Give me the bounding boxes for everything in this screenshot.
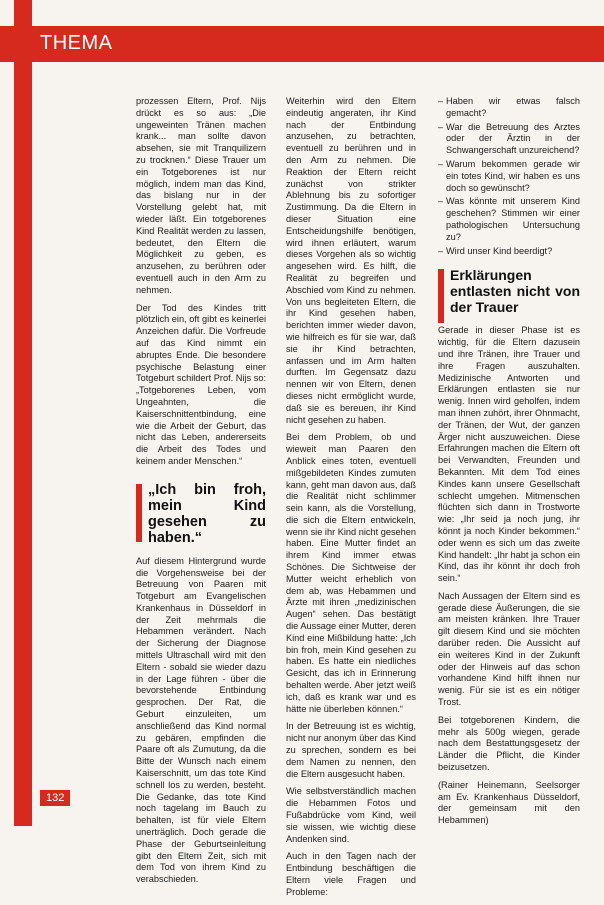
column-3: [438, 96, 580, 833]
paragraph: Gerade in dieser Phase ist es wichtig, für die Eltern dazusein und ihre Tränen, ihre Trauer und ihre Fragen auszuhalten. Medizinische Antworten und Erklärungen entlasten sie nur wenig. Innen wird geholfen, indem man ihnen zuhört, ihrer Ohnmacht, der Tränen, der Wut, der ganzen Ärger nicht auszuweichen. Diese Erfahrungen machen die Eltern oft bei Verwandten, Freunden und Bekannten. Mit dem Tod eines Kindes kann unsere Gesellschaft schlecht umgehen. Mitmenschen flüchten sich dann in Trostworte wie: „Ihr seid ja noch jung, ihr könnt ja noch Kinder bekommen.“ oder wenn es sich um das zweite Kind handelt: „Ihr habt ja schon ein Kind, das ihr könnt ihr doch froh sein.“: [438, 325, 580, 584]
list-item: – Warum bekommen gerade wir ein totes Kind, wir haben es uns doch so gewünscht?: [438, 159, 580, 194]
section-title: THEMA: [40, 32, 113, 54]
paragraph: Auf diesem Hintergrund wurde die Vorgehensweise bei der Betreuung von Paaren mit Totgeburt am Evangelischen Krankenhaus in Düsseldorf in der Zeit mehrmals die Hebammen verändert. Nach der Sicherung der Diagnose mittels Ultraschall wird mit den Eltern - sobald sie wieder dazu in der Lage führen - über die bevorstehende Entbindung gesprochen. Der Rat, die Geburt einzuleiten, um anschließend das Kind normal zu gebären, empfinden die Paare oft als Zumutung, da die Bitte der Wunsch nach einem Kaiserschnitt, um das tote Kind schnell los zu werden, besteht. Die Gedanke, das tote Kind noch tagelang im Bauch zu behalten, ist für viele Eltern unerträglich. Doch gerade die Phase der Geburtseinleitung gibt den Eltern Zeit, sich mit dem Tod von ihrem Kind zu verabschieden.: [136, 555, 266, 885]
paragraph: Nach Aussagen der Eltern sind es gerade diese Äußerungen, die sie am meisten kränken. Ihre Trauer gilt diesem Kind und sie möchten darüber reden. Die Aussicht auf ein weiteres Kind in der Zukunft oder der Hinweis auf das schon vorhandene Kind hilft ihnen nur wenig. Für sie ist es ein nötiger Trost.: [438, 590, 580, 708]
paragraph: In der Betreuung ist es wichtig, nicht nur anonym über das Kind zu sprechen, sondern es bei dem Namen zu nennen, den die Eltern ausgesucht haben.: [286, 721, 416, 779]
subheading-text: Erklärungen entlasten nicht von der Trauer: [450, 267, 580, 316]
list-item: – Haben wir etwas falsch gemacht?: [438, 96, 580, 120]
article-body: [136, 96, 586, 897]
paragraph: Weiterhin wird den Eltern eindeutig angeraten, ihr Kind nach der Entbindung anzusehen, zu betrachten, eventuell zu berühren und in den Arm zu nehmen. Die Reaktion der Eltern reicht zunächst von strikter Ablehnung bis zu sofortiger Zustimmung. Da die Eltern in dieser Situation eine Entscheidungshilfe benötigen, wird ihnen erläutert, warum dieses Vorgehen als so wichtig angesehen wird. Es hilft, die Realität zu begreifen und Abschied vom Kind zu nehmen. Von uns begleiteten Eltern, die ihr Kind gesehen haben, berichten immer wieder davon, wie hilfreich es für sie war, daß sie ihr Kind betrachten, anfassen und im Arm halten durften. Im Gegensatz dazu nennen wir von Eltern, denen dieses nicht ermöglicht wurde, daß sie es bereuen, ihr Kind nicht gesehen zu haben.: [286, 96, 416, 425]
column-1: [136, 96, 266, 892]
paragraph: (Rainer Heinemann, Seelsorger am Ev. Krankenhaus Düsseldorf, der gemeinsam mit den Hebammen): [438, 779, 580, 826]
subheading: [438, 267, 580, 315]
quote-accent-bar: [136, 484, 142, 542]
section-header: [0, 26, 604, 62]
side-accent-strip: [14, 0, 32, 826]
list-item: – Wird unser Kind beerdigt?: [438, 246, 580, 258]
paragraph: Bei totgeborenen Kindern, die mehr als 500g wiegen, gerade nach dem Bestattungsgesetz der Länder die Pflicht, die Kinder beizusetzen.: [438, 714, 580, 773]
subheading-accent-bar: [438, 269, 444, 323]
paragraph: Wie selbstverständlich machen die Hebammen Fotos und Fußabdrücke vom Kind, weil sie wissen, wie wichtig diese Andenken sind.: [286, 786, 416, 844]
column-2: [286, 96, 416, 905]
paragraph: Bei dem Problem, ob und wieweit man Paaren den Anblick eines toten, eventuell mißgebildeten Kindes zumuten kann, geht man davon aus, daß die Realität nicht schlimmer sein kann, als die Vorstellung, die sich die Eltern entwickeln, wenn sie ihr Kind nicht gesehen haben. Eine Mutter findet an ihrem Kind immer etwas Schönes. Die Sichtweise der Mutter weicht erheblich von dem ab, was Hebammen und Ärzte mit ihren „medizinischen Augen“ sehen. Das bestätigt die Aussage einer Mutter, deren Kind eine Mißbildung hatte: „Ich bin froh, mein Kind gesehen zu haben. Es hatte ein niedliches Gesicht, das ich in Erinnerung behalten werde. Aber jetzt weiß ich, daß es krank war und es hätte nie überleben können.“: [286, 432, 416, 714]
paragraph: prozessen Eltern, Prof. Nijs drückt es so aus: „Die ungeweinten Tränen machen krank... man sollte davon absehen, sie mit Tranquilizern zu trocknen.“ Diese Trauer um ein Totgeborenes ist nur möglich, indem man das Kind, das bislang nur in der Vorstellung gelebt hat, mit wieder läßt. Ein totgeborenes Kind Realität werden zu lassen, bedeutet, den Eltern die Möglichkeit zu geben, es anzusehen, zu berühren oder eventuell auch in den Arm zu nehmen.: [136, 96, 266, 295]
paragraph: Der Tod des Kindes tritt plötzlich ein, oft gibt es keinerlei Anzeichen dafür. Die Vorfreude auf das Kind nimmt ein abruptes Ende. Die besondere psychische Belastung einer Totgeburt schildert Prof. Nijs so: „Totgeborenes Leben, vom Ungeahnten, die Kaiserschnittentbindung, eine wie die Arbeit der Geburt, das nicht das Leben, andererseits die Arbeit des Todes und keinem ander Menschen.“: [136, 302, 266, 466]
pull-quote: [136, 482, 266, 546]
pull-quote-text: „Ich bin froh, mein Kind gesehen zu haben.“: [148, 481, 266, 546]
paragraph: Auch in den Tagen nach der Entbindung beschäftigen die Eltern viele Fragen und Probleme:: [286, 851, 416, 897]
list-item: – War die Betreuung des Arztes oder der Ärztin in der Schwangerschaft unzureichend?: [438, 122, 580, 157]
page-number: 132: [40, 790, 70, 806]
list-item: – Was könnte mit unserem Kind geschehen? Stimmen wir einer pathologischen Untersuchung zu?: [438, 196, 580, 243]
